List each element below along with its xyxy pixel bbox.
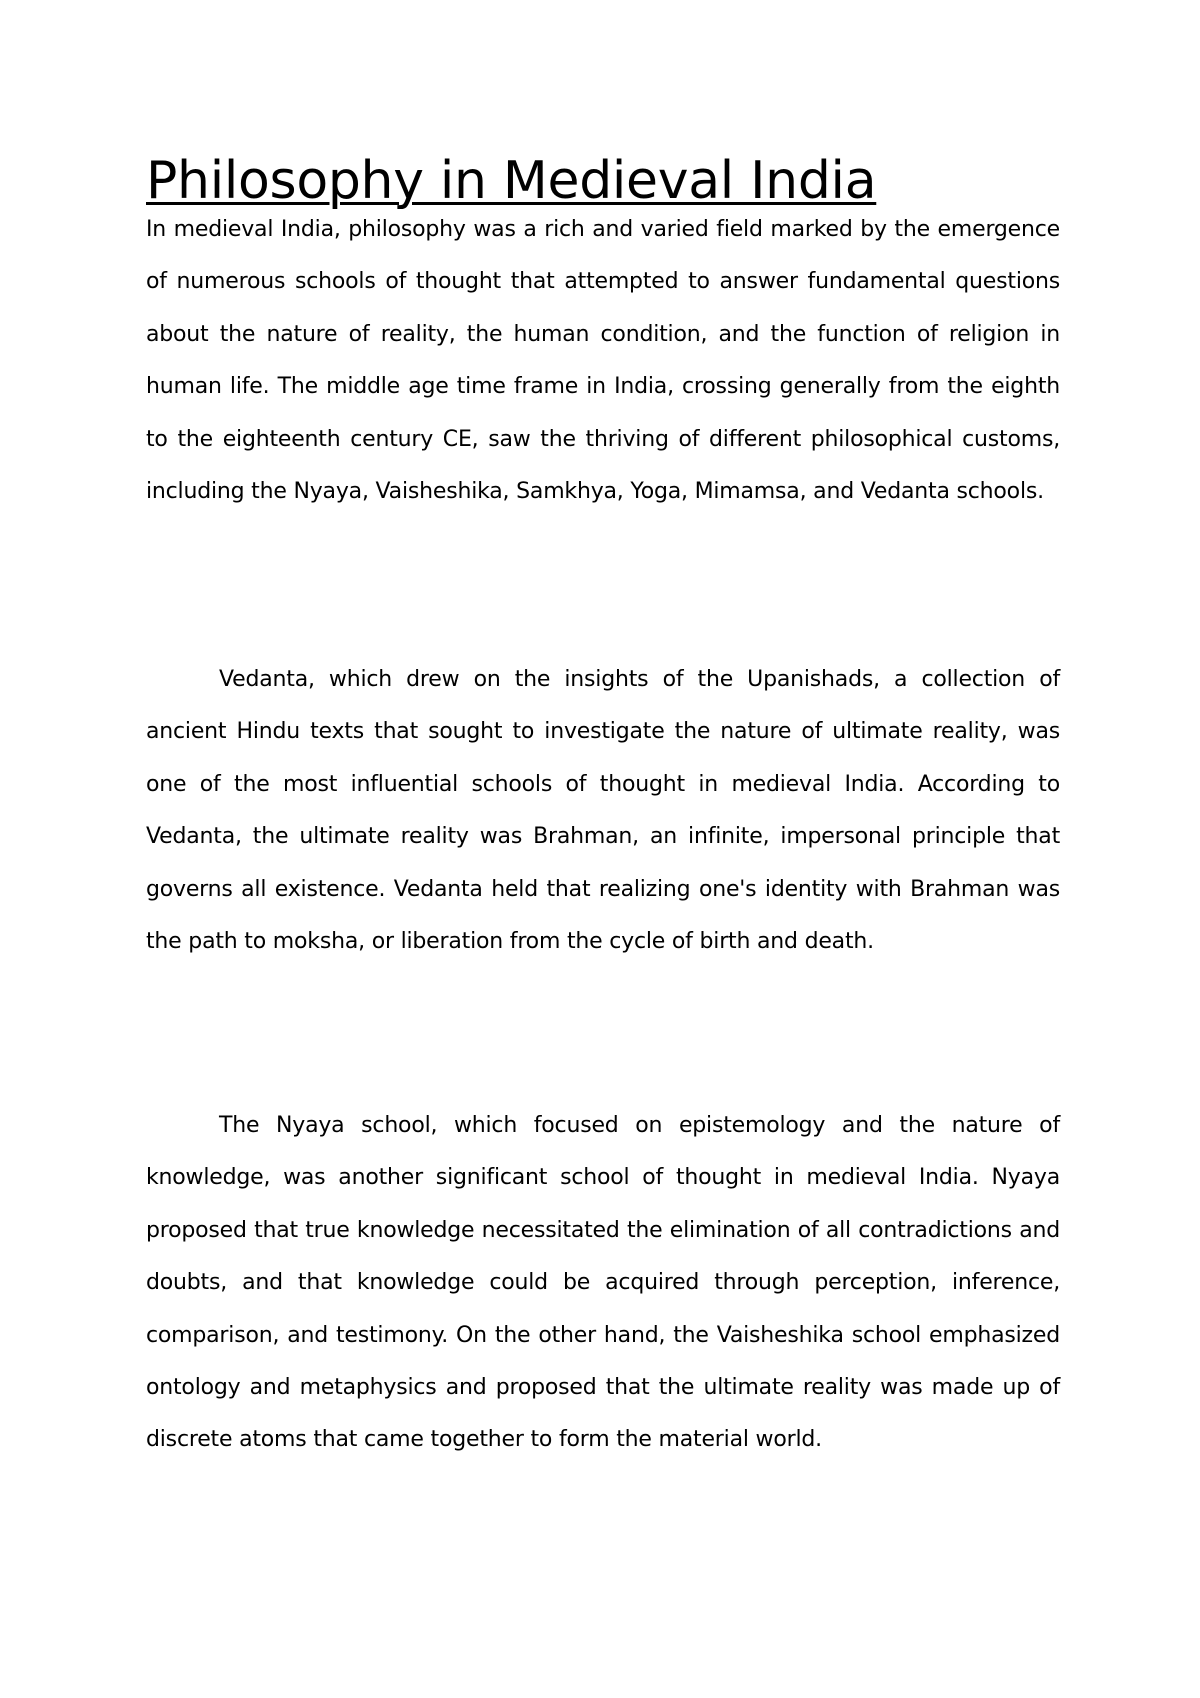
paragraph-nyaya: The Nyaya school, which focused on epistemology and the nature of knowledge, was another significant school of thought in medieval India. Nyaya proposed that true knowledge necessitated the elimination of all contradictions and doubts, and that knowledge could be acquired through perception, inference, comparison, and testimony. On the other hand, the Vaisheshika school emphasized ontology and metaphysics and proposed that the ultimate reality was made up of discrete atoms that came together to form the material world. [146,1113,1060,1453]
document-title: Philosophy in Medieval India [146,151,877,211]
paragraph-intro: In medieval India, philosophy was a rich and varied field marked by the emergence of numerous schools of thought that attempted to answer fundamental questions about the nature of reality, the human condition, and the function of religion in human life. The middle age time frame in India, crossing generally from the eighth to the eighteenth century CE, saw the thriving of different philosophical customs, including the Nyaya, Vaisheshika, Samkhya, Yoga, Mimamsa, and Vedanta schools. [146,217,1060,505]
paragraph-vedanta: Vedanta, which drew on the insights of the Upanishads, a collection of ancient Hindu texts that sought to investigate the nature of ultimate reality, was one of the most influential schools of thought in medieval India. According to Vedanta, the ultimate reality was Brahman, an infinite, impersonal principle that governs all existence. Vedanta held that realizing one's identity with Brahman was the path to moksha, or liberation from the cycle of birth and death. [146,667,1060,955]
